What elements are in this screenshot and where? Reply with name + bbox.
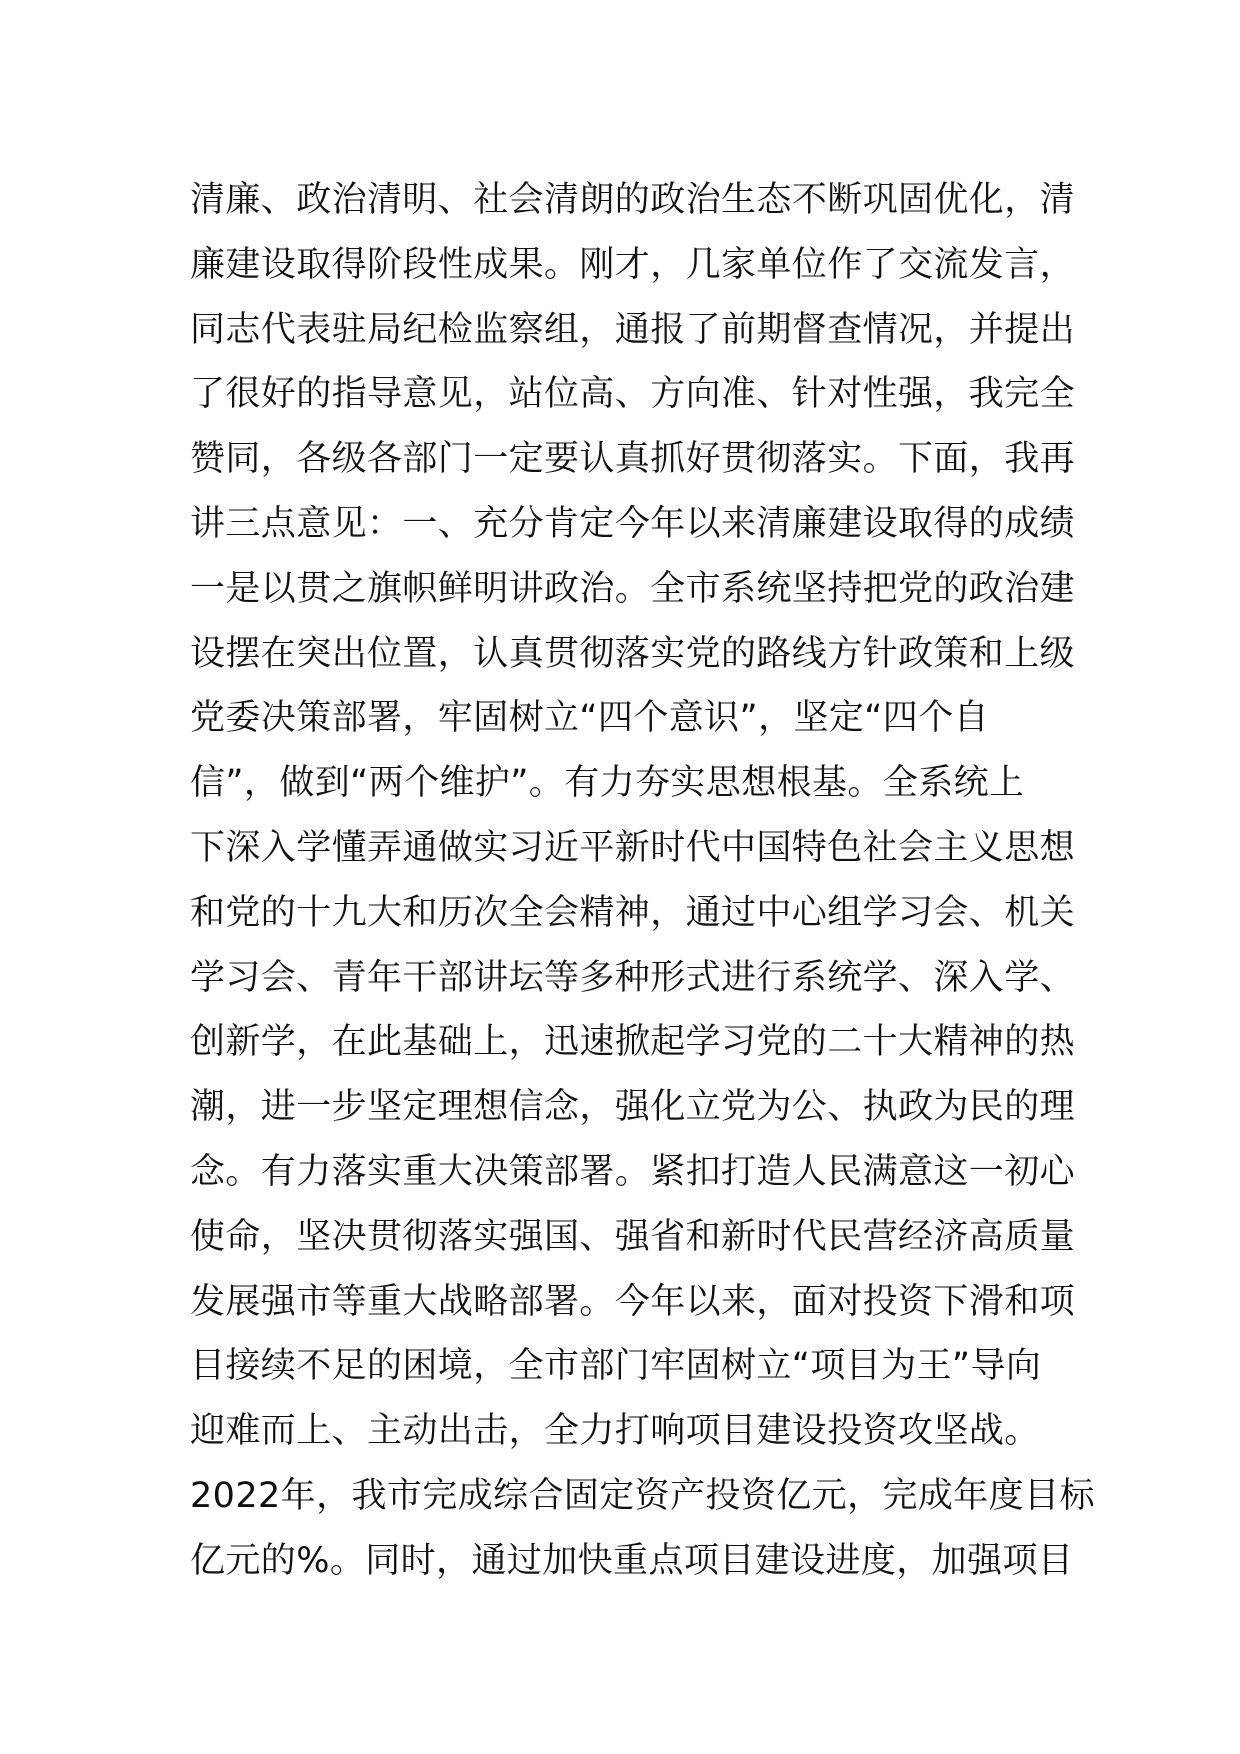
text-line: 一是以贯之旗帜鲜明讲政治。全市系统坚持把党的政治建 [190,568,1076,609]
text-line: 讲三点意见：一、充分肯定今年以来清廉建设取得的成绩 [190,503,1076,544]
text-line: 创新学，在此基础上，迅速掀起学习党的二十大精神的热 [190,1022,1076,1063]
text-line: 设摆在突出位置，认真贯彻落实党的路线方针政策和上级 [190,633,1076,674]
text-line: 同志代表驻局纪检监察组，通报了前期督查情况，并提出 [190,309,1076,350]
text-line: 2022年，我市完成综合固定资产投资亿元，完成年度目标 [190,1475,1095,1516]
text-line: 清廉、政治清明、社会清朗的政治生态不断巩固优化，清 [190,180,1076,220]
text-line: 亿元的%。同时，通过加快重点项目建设进度，加强项目 [190,1540,1074,1581]
text-line: 发展强市等重大战略部署。今年以来，面对投资下滑和项 [190,1281,1076,1322]
text-line: 学习会、青年干部讲坛等多种形式进行系统学、深入学、 [190,957,1076,998]
body-text [190,168,1095,1594]
text-line: 信”，做到“两个维护”。有力夯实思想根基。全系统上 [190,763,1025,804]
text-line: 赞同，各级各部门一定要认真抓好贯彻落实。下面，我再 [190,439,1076,480]
text-line: 党委决策部署，牢固树立“四个意识”，坚定“四个自 [190,698,989,739]
text-line: 迎难而上、主动出击，全力打响项目建设投资攻坚战。 [190,1411,1040,1452]
text-line: 下深入学懂弄通做实习近平新时代中国特色社会主义思想 [190,827,1076,868]
text-line: 目接续不足的困境，全市部门牢固树立“项目为王”导向 [190,1346,1042,1387]
text-line: 和党的十九大和历次全会精神，通过中心组学习会、机关 [190,892,1076,933]
text-line: 了很好的指导意见，站位高、方向准、针对性强，我完全 [190,374,1076,415]
text-line: 廉建设取得阶段性成果。刚才，几家单位作了交流发言， [190,244,1076,285]
text-line: 使命，坚决贯彻落实强国、强省和新时代民营经济高质量 [190,1216,1076,1257]
text-line: 念。有力落实重大决策部署。紧扣打造人民满意这一初心 [190,1151,1076,1192]
text-line: 潮，进一步坚定理想信念，强化立党为公、执政为民的理 [190,1087,1076,1128]
